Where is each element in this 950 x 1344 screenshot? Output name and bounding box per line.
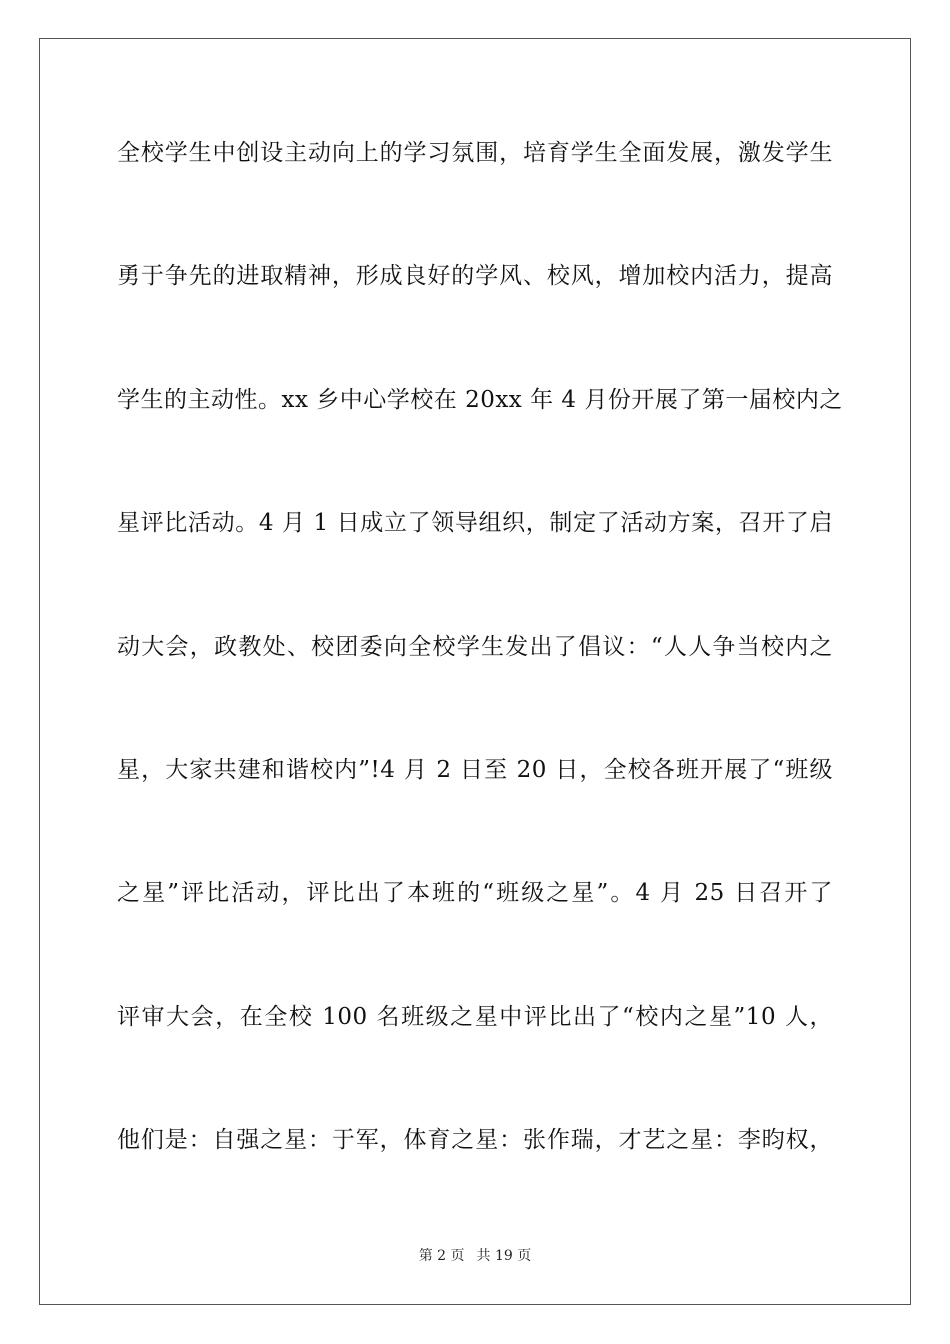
text-line: 之星”评比活动，评比出了本班的“班级之星”。4 月 25 日召开了 (117, 880, 833, 907)
page-total: 共 19 页 (476, 1248, 532, 1264)
document-body (117, 127, 843, 1238)
text-line: 全校学生中创设主动向上的学习氛围，培育学生全面发展，激发学生 (117, 140, 833, 166)
text-line: 学生的主动性。xx 乡中心学校在 20xx 年 4 月份开展了第一届校内之 (117, 386, 843, 413)
text-line: 星评比活动。4 月 1 日成立了领导组织，制定了活动方案，召开了启 (117, 510, 833, 537)
text-line: 评审大会，在全校 100 名班级之星中评比出了“校内之星”10 人， (117, 1003, 833, 1030)
page-number: 第 2 页 (418, 1248, 465, 1264)
text-line: 勇于争先的进取精神，形成良好的学风、校风，增加校内活力，提高 (117, 263, 833, 290)
text-line: 星，大家共建和谐校内”!4 月 2 日至 20 日，全校各班开展了“班级 (117, 756, 833, 783)
text-line: 动大会，政教处、校团委向全校学生发出了倡议：“人人争当校内之 (117, 633, 833, 660)
page-footer (0, 1247, 950, 1265)
text-line: 他们是：自强之星：于军，体育之星：张作瑞，才艺之星：李昀权， (117, 1127, 833, 1154)
